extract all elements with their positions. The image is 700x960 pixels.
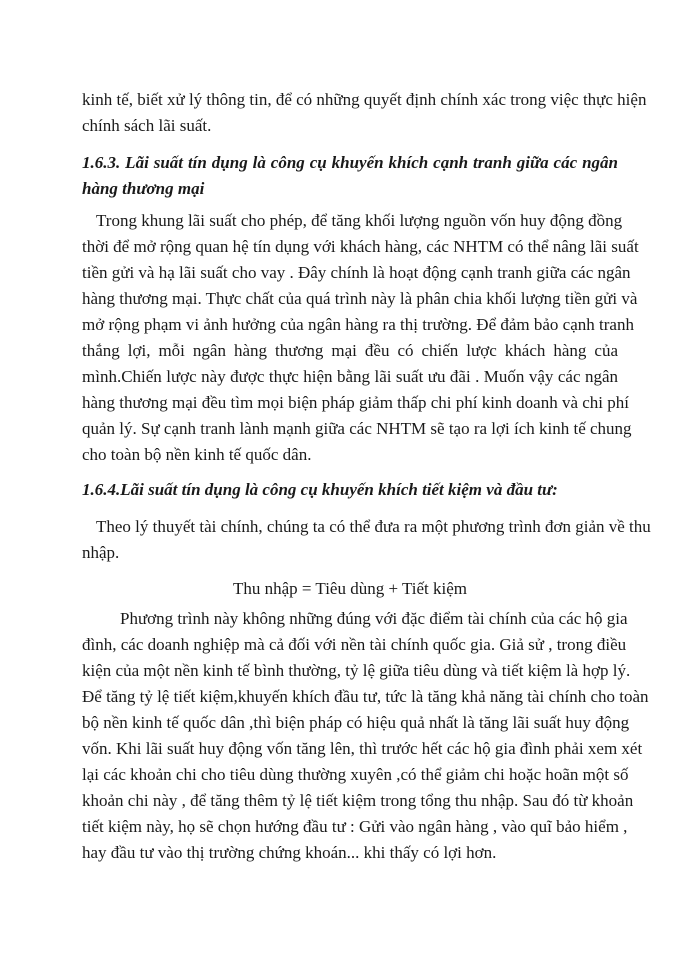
paragraph-line: bộ nền kinh tế quốc dân ,thì biện pháp có hiệu quả nhất là tăng lãi suất huy động	[82, 713, 630, 732]
intro-line: kinh tế, biết xử lý thông tin, để có những quyết định chính xác trong việc thực hiện	[82, 90, 647, 109]
paragraph-line: tiết kiệm này, họ sẽ chọn hướng đầu tư : Gửi vào ngân hàng , vào quĩ bảo hiểm ,	[82, 817, 628, 836]
intro-line: chính sách lãi suất.	[82, 116, 212, 135]
section-heading: hàng thương mại	[82, 179, 205, 198]
paragraph-line: quản lý. Sự cạnh tranh lành mạnh giữa các NHTM sẽ tạo ra lợi ích kinh tế chung	[82, 419, 632, 438]
paragraph-line: tiền gửi và hạ lãi suất cho vay . Đây chính là hoạt động cạnh tranh giữa các ngân	[82, 263, 631, 282]
paragraph-line: lại các khoản chi cho tiêu dùng thường xuyên ,có thể giảm chi hoặc hoãn một số	[82, 765, 629, 784]
paragraph-line: khoản chi này , để tăng thêm tỷ lệ tiết kiệm trong tổng thu nhập. Sau đó từ khoản	[82, 791, 634, 810]
paragraph-line: Phương trình này không những đúng với đặc điểm tài chính của các hộ gia	[120, 609, 628, 628]
paragraph-line: Trong khung lãi suất cho phép, để tăng khối lượng nguồn vốn huy động đồng	[96, 211, 623, 230]
paragraph-line: vốn. Khi lãi suất huy động vốn tăng lên, thì trước hết các hộ gia đình phải xem xét	[82, 739, 643, 758]
paragraph-line: hay đầu tư vào thị trường chứng khoán... khi thấy có lợi hơn.	[82, 843, 497, 862]
paragraph-line: thời để mở rộng quan hệ tín dụng với khách hàng, các NHTM có thể nâng lãi suất	[82, 237, 639, 256]
paragraph-line: nhập.	[82, 543, 120, 562]
paragraph-line: Theo lý thuyết tài chính, chúng ta có thể đưa ra một phương trình đơn giản về thu	[96, 517, 651, 536]
section-heading: 1.6.3. Lãi suất tín dụng là công cụ khuyến khích cạnh tranh giữa các ngân	[82, 153, 618, 172]
paragraph-line: mở rộng phạm vi ảnh hưởng của ngân hàng ra thị trường. Để đảm bảo cạnh tranh	[82, 315, 634, 334]
equation: Thu nhập = Tiêu dùng + Tiết kiệm	[232, 579, 468, 598]
paragraph-line: hàng thương mại. Thực chất của quá trình này là phân chia khối lượng tiền gửi và	[82, 289, 638, 308]
paragraph-line: hàng thương mại đều tìm mọi biện pháp giảm thấp chi phí kinh doanh và chi phí	[82, 393, 629, 412]
paragraph-line: đình, các doanh nghiệp mà cả đối với nền tài chính quốc gia. Giả sử , trong điều	[82, 635, 627, 654]
paragraph-line: kiện của một nền kinh tế bình thường, tỷ lệ giữa tiêu dùng và tiết kiệm là hợp lý.	[82, 661, 631, 680]
paragraph-line: Để tăng tỷ lệ tiết kiệm,khuyến khích đầu tư, tức là tăng khả năng tài chính cho toàn	[82, 687, 649, 706]
paragraph-line: cho toàn bộ nền kinh tế quốc dân.	[82, 445, 312, 464]
section-heading: 1.6.4.Lãi suất tín dụng là công cụ khuyến khích tiết kiệm và đầu tư:	[82, 480, 558, 499]
paragraph-line: mình.Chiến lược này được thực hiện bằng lãi suất ưu đãi . Muốn vậy các ngân	[82, 367, 618, 386]
paragraph-line: thắng lợi, mỗi ngân hàng thương mại đều có chiến lược khách hàng của	[82, 341, 618, 360]
